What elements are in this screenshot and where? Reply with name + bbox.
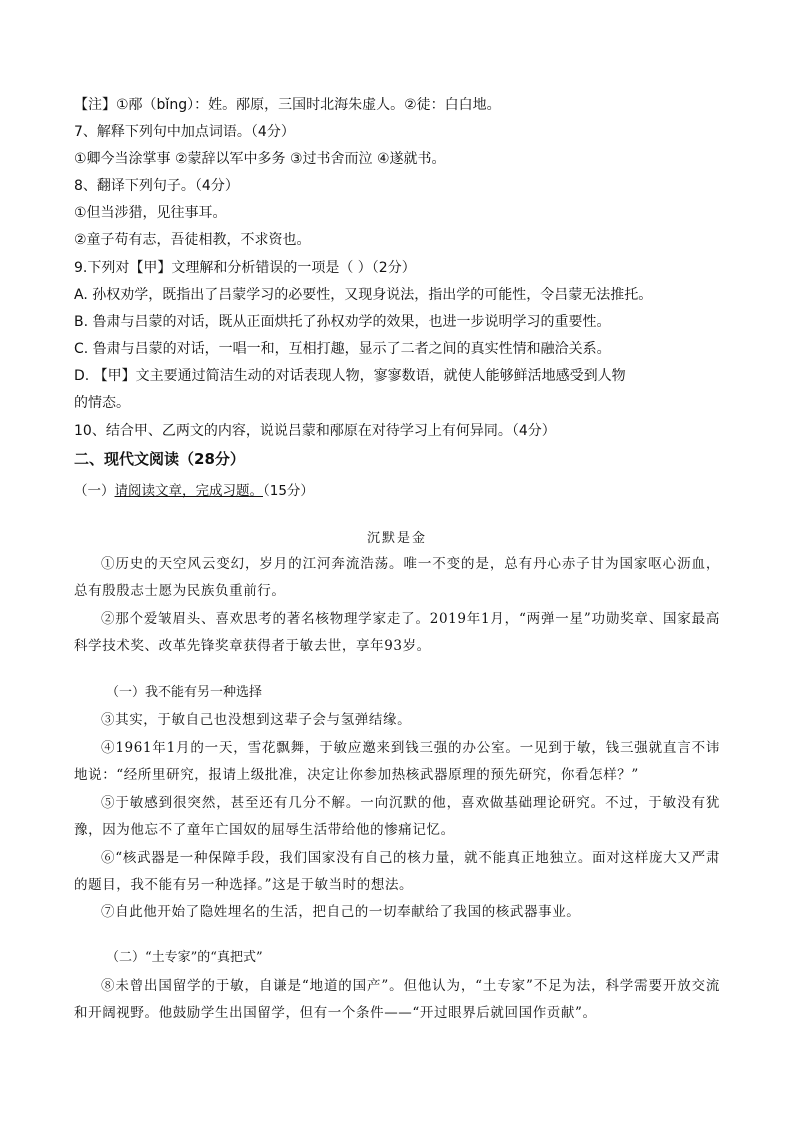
paragraph-2: ②那个爱皱眉头、喜欢思考的著名核物理学家走了。2019年1月，“两弹一星”功勋奖章、国家最高科学技术奖、改革先锋奖章获得者于敏去世，享年93岁。 [74,611,720,654]
paragraph-6: ⑥“核武器是一种保障手段，我们国家没有自己的核力量，就不能真正地独立。面对这样庞大又严肃的题目，我不能有另一种选择。”这是于敏当时的想法。 [74,850,720,893]
paragraph-5: ⑤于敏感到很突然，甚至还有几分不解。一向沉默的他，喜欢做基础理论研究。不过，于敏没有犹豫，因为他忘不了童年亡国奴的屈辱生活带给他的惨痛记忆。 [74,795,720,838]
article-title: 沉默是金 [366,531,427,546]
paragraph-1: ①历史的天空风云变幻，岁月的江河奔流浩荡。唯一不变的是，总有丹心赤子甘为国家呕心沥血，总有殷殷志士愿为民族负重前行。 [74,556,720,599]
question-7: 7、解释下列句中加点词语。（4分） [74,124,295,140]
question-9-option-d-line-1: D. 【甲】文主要通过简洁生动的对话表现人物，寥寥数语，就使人能够鲜活地感受到人物 [74,368,626,384]
question-9-option-a: A. 孙权劝学，既指出了吕蒙学习的必要性，又现身说法，指出学的可能性，令吕蒙无法推托。 [74,287,653,303]
question-8-item-1: ①但当涉猎，见往事耳。 [74,205,227,221]
paragraph-4: ④1961年1月的一天，雪花飘舞，于敏应邀来到钱三强的办公室。一见到于敏，钱三强就直言不讳地说：“经所里研究，报请上级批准，决定让你参加热核武器原理的预先研究，你看怎样？” [74,740,720,783]
question-7-items: ①卿今当涂掌事 ②蒙辞以军中多务 ③过书舍而泣 ④遂就书。 [74,151,446,167]
question-9-option-d-line-2: 的情态。 [74,395,130,411]
question-8-item-2: ②童子苟有志，吾徒相教，不求资也。 [74,232,311,248]
subsection-suffix: （15分） [263,483,314,499]
question-9: 9.下列对【甲】文理解和分析错误的一项是（ ）（2分） [74,260,416,276]
paragraph-3: ③其实，于敏自己也没想到这辈子会与氢弹结缘。 [101,712,412,728]
paragraph-7: ⑦自此他开始了隐姓埋名的生活，把自己的一切奉献给了我国的核武器事业。 [101,904,581,920]
section-title-2: （二）“土专家”的“真把式” [106,950,263,965]
question-8: 8、翻译下列句子。（4分） [74,178,239,194]
question-10: 10、结合甲、乙两文的内容，说说吕蒙和邴原在对待学习上有何异同。（4分） [74,423,556,439]
question-9-option-c: C. 鲁肃与吕蒙的对话，一唱一和，互相打趣，显示了二者之间的真实性情和融洽关系。 [74,341,611,357]
paragraph-8: ⑧未曾出国留学的于敏，自谦是“地道的国产”。但他认为，“土专家”不足为法，科学需要开放交流和开阔视野。他鼓励学生出国留学，但有一个条件——“开过眼界后就回国作贡献”。 [74,978,720,1021]
subsection-underlined: 请阅读文章，完成习题。 [114,483,263,499]
section-title-1: （一）我不能有另一种选择 [106,685,263,700]
question-9-option-b: B. 鲁肃与吕蒙的对话，既从正面烘托了孙权劝学的效果，也进一步说明学习的重要性。 [74,314,611,330]
section-heading: 二、现代文阅读（28分） [74,450,245,468]
subsection-prefix: （一） [74,483,115,499]
subsection-instruction [74,479,314,499]
annotation-note: 【注】①邴（bǐng）：姓。邴原，三国时北海朱虚人。②徒：白白地。 [74,97,501,113]
